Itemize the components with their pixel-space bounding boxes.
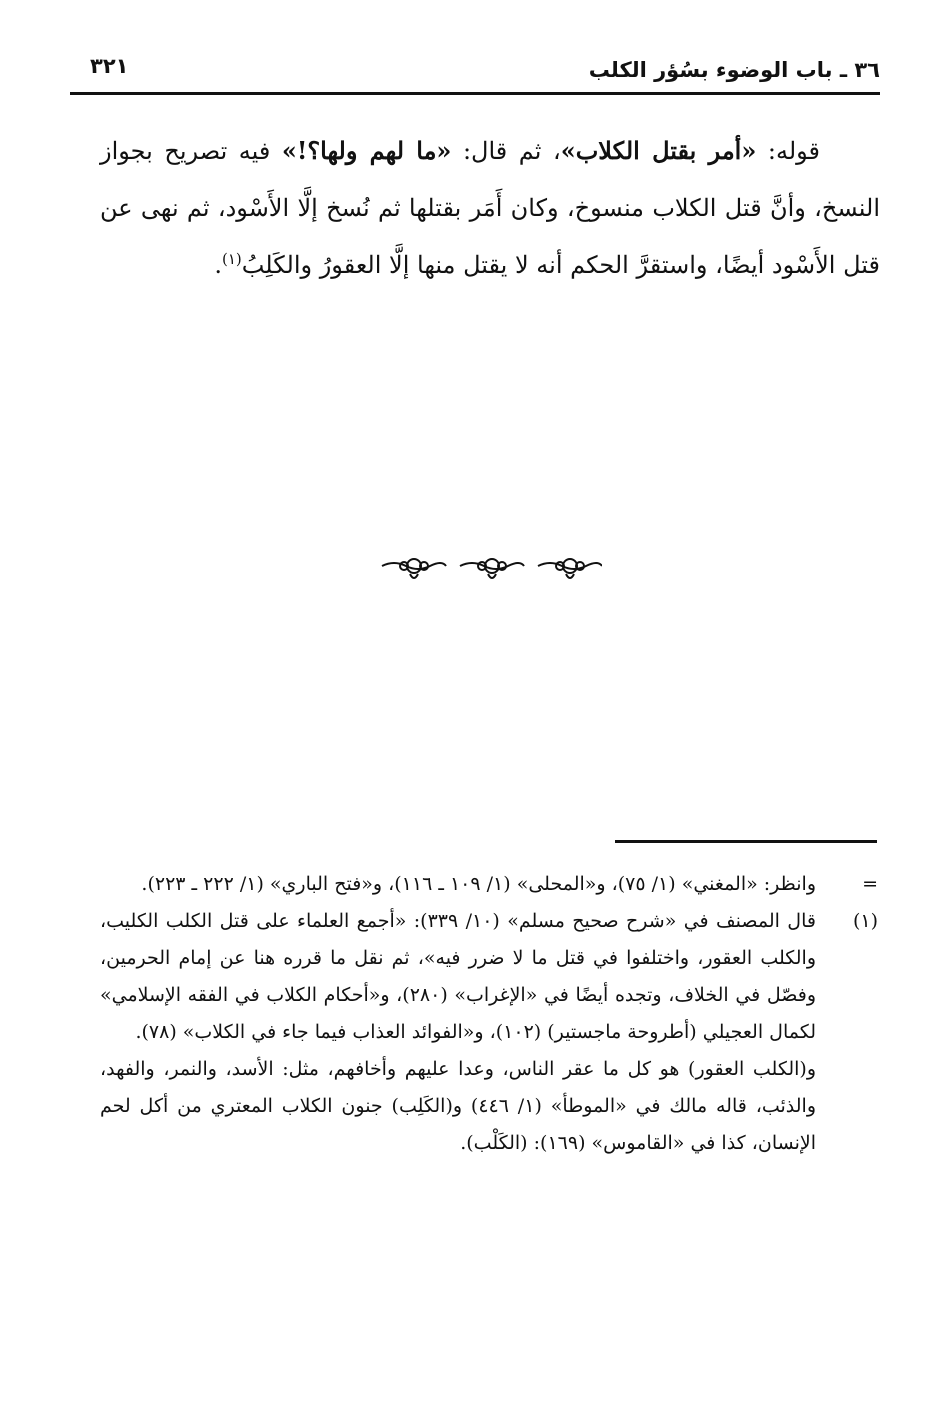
quoted-phrase: «أمر بقتل الكلاب» (560, 136, 757, 165)
main-text (100, 122, 880, 294)
text-run: قوله: (756, 137, 821, 165)
footnotes (100, 866, 878, 1162)
text-run: . (214, 251, 222, 279)
footnote-text: وانظر: «المغني» (١/ ٧٥)، و«المحلى» (١/ ١٠٩ ـ ١١٦)، و«فتح الباري» (١/ ٢٢٢ ـ ٢٢٣). (141, 873, 816, 895)
decorative-floral-divider-icon (380, 550, 602, 584)
main-paragraph (100, 122, 880, 294)
footnote-reference[interactable]: (١) (221, 250, 242, 268)
quoted-phrase: «ما لهم ولها؟!» (281, 136, 452, 165)
page-number: ٣٢١ (90, 54, 129, 78)
text-run: فيه تصريح بجواز النسخ، وأنَّ قتل الكلاب منسوخ، وكان أَمَر بقتلها ثم نُسخ إلَّا الأَسْود، ثم نهى عن قتل الأَسْود أيضًا، واستقرَّ الحكم أنه لا يقتل منها إلَّا العقورُ والكَلِبُ (100, 137, 880, 279)
chapter-title: ٣٦ ـ باب الوضوء بسُؤر الكلب (588, 58, 880, 82)
footnote-separator (615, 840, 877, 843)
running-header (70, 40, 880, 92)
footnote-continuation (100, 866, 878, 903)
footnote-marker: (١) (852, 910, 878, 932)
footnote-marker: = (862, 873, 878, 895)
footnote-1 (100, 903, 878, 1162)
header-rule (70, 92, 880, 95)
text-run: ، ثم قال: (451, 137, 561, 165)
footnote-text: قال المصنف في «شرح صحيح مسلم» (١٠/ ٣٣٩): «أجمع العلماء على قتل الكلب الكليب، والكلب العقور، واختلفوا في قتل ما لا ضرر فيه»، ثم نقل ما قرره هنا عن إمام الحرمين، وفصّل في الخلاف، وتجده أيضًا في «الإغراب» (٢٨٠)، و«أحكام الكلاب في الفقه الإسلامي» لكمال العجيلي (أطروحة ماجستير) (١٠٢)، و«الفوائد العذاب فيما جاء في الكلاب» (٧٨). (100, 910, 816, 1043)
footnote-text-continued: و(الكلب العقور) هو كل ما عقر الناس، وعدا عليهم وأخافهم، مثل: الأسد، والنمر، والفهد، والذئب، قاله مالك في «الموطأ» (١/ ٤٤٦) و(الكَلِب) جنون الكلاب المعتري من أكل لحم الإنسان، كذا في «القاموس» (١٦٩): (الكَلْب). (100, 1058, 816, 1154)
